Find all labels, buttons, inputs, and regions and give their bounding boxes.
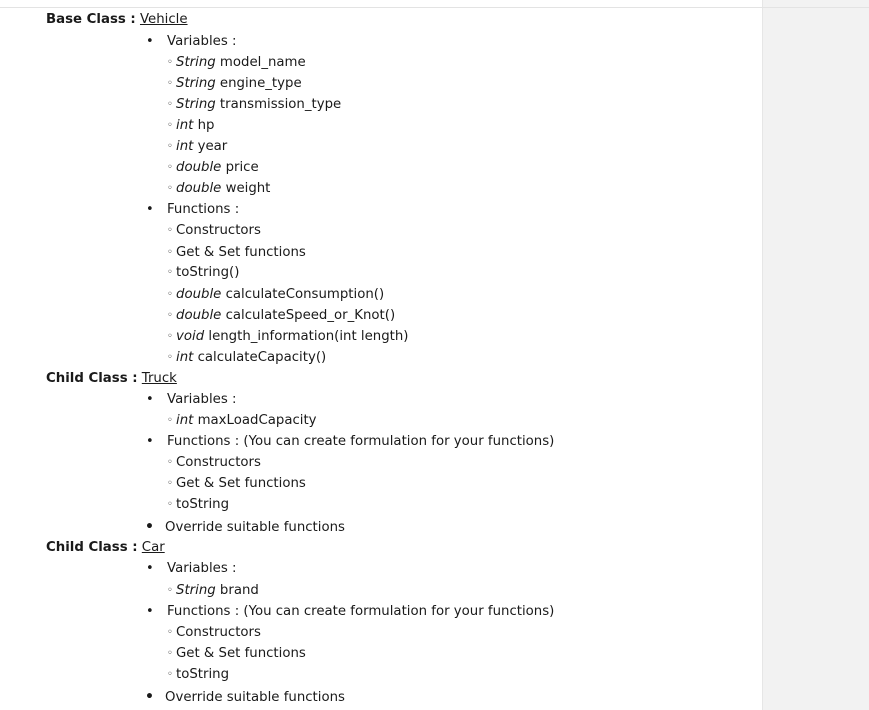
item-text: model_name [219,55,306,70]
item-text: Get & Set functions [176,476,306,491]
functions-bullet [146,604,554,620]
list-item: ◦ String model_name [167,55,306,70]
class-name: Truck [141,371,177,386]
functions-label: Functions : (You can create formulation for your functions) [167,604,555,619]
list-item: ◦ double calculateSpeed_or_Knot() [167,308,396,323]
item-text: toString [176,667,230,682]
item-text: Constructors [176,223,261,238]
variables-label: Variables : [167,392,237,407]
item-text: toString [176,497,230,512]
type-keyword: String [176,55,216,70]
bullet-dot: • [146,392,154,407]
type-keyword: double [176,287,222,302]
type-keyword: String [176,97,216,112]
list-item: ◦ double weight [167,181,271,196]
item-text: year [197,139,228,154]
item-text: calculateCapacity() [197,350,327,365]
type-keyword: String [176,583,216,598]
variables-bullet [146,34,236,50]
list-item: ◦ double price [167,160,259,175]
type-keyword: double [176,160,222,175]
item-text: engine_type [219,76,302,91]
list-item: ◦ int hp [167,118,215,133]
list-item: ◦ String brand [167,583,259,598]
list-item: ◦ Constructors [167,223,261,238]
bullet-dot: • [146,202,154,217]
type-keyword: double [176,308,222,323]
section-header-vehicle [46,12,188,28]
list-item: ◦ Constructors [167,625,261,640]
item-text: Get & Set functions [176,646,306,661]
item-text: transmission_type [219,97,342,112]
variables-label: Variables : [167,34,237,49]
type-keyword: void [176,329,205,344]
type-keyword: int [176,413,194,428]
list-item: ◦ Get & Set functions [167,245,306,260]
item-text: hp [197,118,215,133]
top-divider [0,7,869,8]
type-keyword: int [176,350,194,365]
section-label: Base Class : [46,12,136,27]
functions-label: Functions : (You can create formulation for your functions) [167,434,555,449]
bullet-dot: • [146,34,154,49]
bullet-dot: • [145,519,154,535]
item-text: calculateConsumption() [225,287,385,302]
bullet-dot: • [145,689,154,705]
item-text: calculateSpeed_or_Knot() [225,308,396,323]
list-item: ◦ Get & Set functions [167,646,306,661]
item-text: Constructors [176,625,261,640]
item-text: toString() [176,265,240,280]
bullet-dot: • [146,561,154,576]
item-text: maxLoadCapacity [197,413,317,428]
section-label: Child Class : [46,371,138,386]
list-item: ◦ int calculateCapacity() [167,350,327,365]
variables-label: Variables : [167,561,237,576]
list-item: ◦ toString() [167,265,240,280]
bullet-dot: • [146,434,154,449]
list-item: ◦ Constructors [167,455,261,470]
functions-bullet [146,202,239,218]
type-keyword: double [176,181,222,196]
list-item: ◦ void length_information(int length) [167,329,409,344]
override-bullet [145,519,345,535]
item-text: length_information(int length) [208,329,409,344]
list-item: ◦ int year [167,139,228,154]
section-header-car [46,540,165,556]
type-keyword: int [176,139,194,154]
section-header-truck [46,371,177,387]
list-item: ◦ String engine_type [167,76,302,91]
class-name: Vehicle [139,12,188,27]
list-item: ◦ double calculateConsumption() [167,287,385,302]
item-text: price [225,160,259,175]
item-text: Constructors [176,455,261,470]
override-bullet [145,689,345,705]
list-item: ◦ toString [167,667,230,682]
list-item: ◦ int maxLoadCapacity [167,413,317,428]
functions-label: Functions : [167,202,240,217]
type-keyword: int [176,118,194,133]
list-item: ◦ toString [167,497,230,512]
override-text: Override suitable functions [165,690,345,705]
item-text: Get & Set functions [176,245,306,260]
variables-bullet [146,392,236,408]
section-label: Child Class : [46,540,138,555]
item-text: brand [219,583,259,598]
bullet-dot: • [146,604,154,619]
item-text: weight [225,181,271,196]
list-item: ◦ Get & Set functions [167,476,306,491]
override-text: Override suitable functions [165,520,345,535]
functions-bullet [146,434,554,450]
class-name: Car [141,540,165,555]
variables-bullet [146,561,236,577]
type-keyword: String [176,76,216,91]
list-item: ◦ String transmission_type [167,97,342,112]
